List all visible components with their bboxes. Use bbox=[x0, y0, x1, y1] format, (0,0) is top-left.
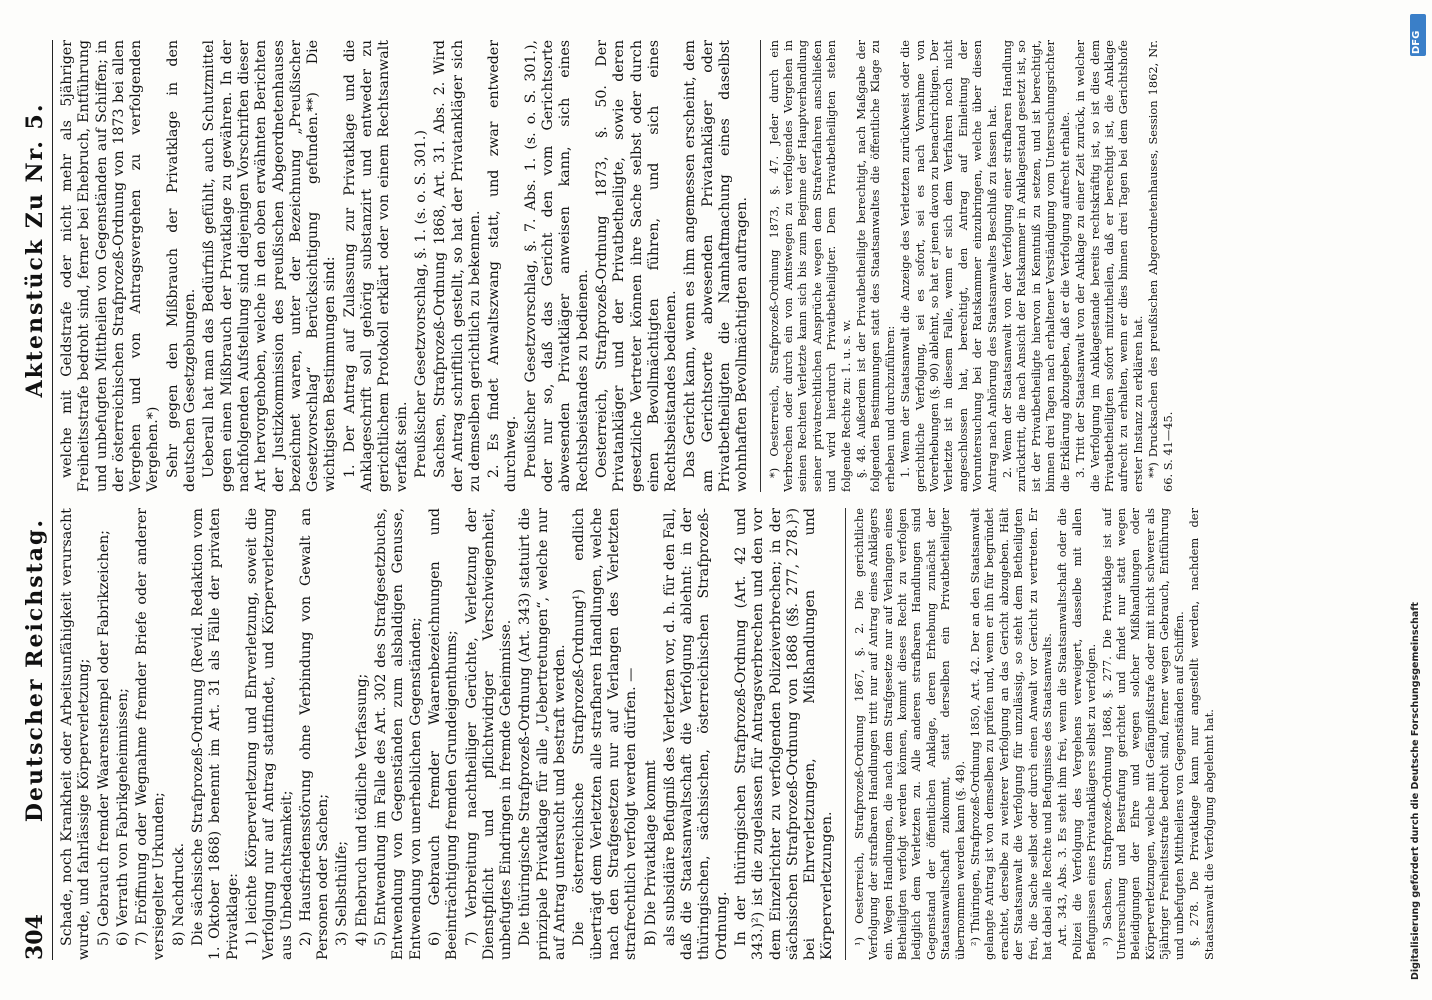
left-footnote: ¹) Oesterreich, Strafprozeß-Ordnung 1867, §. 2. Die gerichtliche Verfolgung der strafbaren Handlungen tritt nur auf Antrag eines Anklägers ein. Wegen Handlungen, die nach dem Strafgesetze nur auf Verlangen eines Betheiligten verfolgt werden können, kommt dieses Recht zu verfolgen lediglich dem Verletzten zu. Alle anderen strafbaren Handlungen sind Gegenstand der öffentlichen Anklage, deren Erhebung zunächst der Staatsanwaltschaft zukommt, statt derselben ein Privatbetheiligter übernommen werden kann (§. 48). bbox=[851, 508, 967, 960]
right-footnote-rule bbox=[760, 40, 761, 492]
running-head bbox=[22, 40, 53, 960]
left-paragraph: 1) leichte Körperverletzung und Ehrverletzung, soweit die Verfolgung nur auf Antrag stattfindet, und Körperverletzung aus Unbedachtsamkeit; bbox=[243, 508, 295, 960]
right-footnote: **) Drucksachen des preußischen Abgeordnetenhauses, Session 1862, Nr. 66. S. 41—45. bbox=[1146, 40, 1175, 492]
left-paragraph: B) Die Privatklage kommt bbox=[642, 760, 659, 946]
left-paragraph: Die österreichische Strafprozeß-Ordnung¹) endlich überträgt dem Verletzten alle strafbaren Handlungen, welche nach den Strafgesetzen nur auf Verlangen des Verletzten strafrechtlich verfolgt werden dürfen. — bbox=[571, 508, 640, 960]
left-paragraph: 2) Hausfriedensstörung ohne Verbindung von Gewalt an Personen oder Sachen; bbox=[297, 508, 332, 960]
dfg-logo bbox=[1410, 14, 1426, 56]
left-column bbox=[59, 508, 1319, 960]
left-running-title: Deutscher Reichstag. bbox=[22, 517, 48, 823]
right-paragraph: Sehr gegen den Mißbrauch der Privatklage in den deutschen Gesetzgebungen. bbox=[164, 40, 199, 492]
right-paragraph: 2. Es findet Anwaltszwang statt, und zwar entweder durchweg. bbox=[486, 40, 520, 492]
right-footnote: 1. Wenn der Staatsanwalt die Anzeige des Verletzten zurückweist oder die gerichtliche Verfolgung, sei es sofort, sei es nach Vornahme von Vorerhebungen (§. 90) ablehnt, so hat er jenen davon zu benachrichtigen. Der Verletzte ist in diesem Falle, wenn er sich dem Verfahren noch nicht angeschlossen hat, berechtigt, den Antrag auf Einleitung der Voruntersuchung bei der Ratskammer einzubringen, welche über diesen Antrag nach Anhörung des Staatsanwaltes Beschluß zu fassen hat. bbox=[898, 40, 999, 492]
dfg-logo-text: DFG bbox=[1411, 30, 1422, 54]
right-paragraph: Preußischer Gesetzvorschlag, §. 7. Abs. 1. (s. o. S. 301.), oder nur so, daß das Gericht den vom Gerichtsorte abwesenden Privatkläger anweisen kann, sich eines Rechtsbeistandes zu bedienen. bbox=[522, 40, 591, 492]
right-paragraph: 1. Der Antrag auf Zulassung zur Privatklage und die Anklageschrift soll gehörig substanzirt und entweder zu gerichtlichem Protokoll erklärt oder von einem Rechtsanwalt verfaßt sein. bbox=[341, 40, 410, 492]
left-footnote-rule bbox=[845, 508, 846, 960]
text-columns bbox=[59, 40, 1319, 960]
digitization-credit bbox=[1410, 20, 1426, 980]
left-paragraph: 5) Gebrauch fremder Waarenstempel oder Fabrikzeichen; bbox=[95, 530, 112, 946]
right-footnotes bbox=[767, 40, 1175, 492]
left-paragraph: 8) Nachdruck. bbox=[170, 842, 187, 946]
right-paragraph: Ueberall hat man das Bedürfniß gefühlt, auch Schutzmittel gegen einen Mißbrauch der Privatklage zu gewähren. In der nachfolgenden Aufstellung sind diejenigen Vorschriften dieser Art hervorgehoben, welche in den oben erwähnten Berichten der Justizkommission des preußischen Abgeordnetenhauses bezeichnet waren, unter der Bezeichnung „Preußischer Gesetzvorschlag“ Berücksichtigung gefunden.**) Die wichtigsten Bestimmungen sind: bbox=[201, 40, 339, 492]
right-paragraph: Sachsen, Strafprozeß-Ordnung 1868, Art. 31. Abs. 2. Wird der Antrag schriftlich gestellt, so hat der Privatankläger sich zu demselben gerichtlich zu bekennen. bbox=[432, 40, 483, 492]
right-column bbox=[59, 40, 1319, 492]
left-footnote: ²) Thüringen, Strafprozeß-Ordnung 1850, Art. 42. Der an den Staatsanwalt gelangte Antrag ist von demselben zu prüfen und, wenn er ihn für begründet erachtet, derselbe zu weiterer Verfolgung an das Gericht abzugeben. Hält der Staatsanwalt die Verfolgung für unzulässig, so steht dem Betheiligten frei, die Sache selbst oder durch einen Anwalt vor Gericht zu vertreten. Er hat dabei alle Rechte und Befugnisse des Staatsanwalts. bbox=[968, 508, 1055, 960]
left-footnote: ³) Sachsen, Strafprozeß-Ordnung 1868, §. 277. Die Privatklage ist auf Untersuchung und Bestrafung gerichtet und findet nur statt wegen Beleidigungen der Ehre und wegen solcher Mißhandlungen oder Körperverletzungen, welche mit Gefängnißstrafe oder mit nicht schwerer als 5jähriger Freiheitsstrafe bedroht sind, ferner wegen Gebrauch, Entführung und unbefugten Mittheilens von Gegenständen auf Schiffen. bbox=[1099, 508, 1186, 960]
left-footnote: Art. 343, Abs. 3. Es steht ihm frei, wenn die Staatsanwaltschaft oder die Polizei die Verfolgung des Vergehens verweigert, dasselbe mit allen Befugnissen eines Privatanklägers selbst zu verfolgen. bbox=[1055, 508, 1099, 960]
right-paragraph: welche mit Geldstrafe oder nicht mehr als 5jähriger Freiheitsstrafe bedroht sind, ferner bei Ehebruch, Entführung und unbefugten Mittheilen von Gegenständen auf Schiffen; in der österreichischen Strafprozeß-Ordnung von 1873 bei allen Vergehen und von Antragsvergehen zu verfolgenden Vergehen.*) bbox=[59, 40, 162, 492]
right-paragraph: Oesterreich, Strafprozeß-Ordnung 1873, §. 50. Der Privatankläger und der Privatbetheiligte, sowie deren gesetzliche Vertreter können ihre Sache selbst oder durch einen Bevollmächtigten führen, und sich eines Rechtsbeistandes bedienen. bbox=[593, 40, 680, 492]
right-footnote: 2. Wenn der Staatsanwalt von der Verfolgung einer strafbaren Handlung zurücktritt, die nach Ansicht der Ratskammer in Anklagestand gesetzt ist, so ist der Privatbetheiligte hiervon in Kenntniß zu setzen, und ist berechtigt, binnen drei Tagen nach erhaltener Verständigung vom Untersuchungsrichter die Erklärung abzugeben, daß er die Verfolgung aufrecht erhalte. bbox=[1000, 40, 1072, 492]
left-paragraph: als subsidiäre Befugniß des Verletzten vor, d. h. für den Fall, daß die Staatsanwaltschaft die Verfolgung ablehnt: in der thüringischen, sächsischen, österreichischen Strafprozeß-Ordnung. bbox=[661, 508, 730, 960]
left-footnote: §. 278. Die Privatklage kann nur angestellt werden, nachdem der Staatsanwalt die Verfolgung abgelehnt hat. bbox=[1187, 508, 1216, 960]
right-paragraph: Preußischer Gesetzvorschlag, §. 1. (s. o. S. 301.) bbox=[412, 130, 429, 478]
left-paragraph: Die sächsische Strafprozeß-Ordnung (Revid. Redaktion vom 1. Oktober 1868) benennt im Art. 31 als Fälle der privaten Privatklage: bbox=[190, 508, 241, 960]
left-paragraph: 7) Eröffnung oder Wegnahme fremder Briefe oder anderer versiegelter Urkunden; bbox=[134, 508, 168, 960]
left-paragraph: 3) Selbsthülfe; bbox=[334, 840, 351, 946]
right-footnote: §. 48. Außerdem ist der Privatbetheiligte berechtigt, nach Maßgabe der folgenden Bestimmungen statt des Staatsanwaltes die öffentliche Klage zu erheben und durchzuführen: bbox=[854, 40, 897, 492]
right-running-title: Aktenstück Zu Nr. 5. bbox=[22, 102, 48, 398]
left-paragraph: 5) Entwendung im Falle des Art. 302 des Strafgesetzbuchs, Entwendung von Gegenständen zum alsbaldigen Genusse, Entwendung von unerheblichen Gegenständen; bbox=[373, 508, 424, 960]
page-number: 304 bbox=[22, 914, 48, 960]
left-paragraph: 4) Ehebruch und tödliche Verfassung; bbox=[353, 673, 370, 946]
left-paragraph: 6) Gebrauch fremder Waarenbezeichnungen und Beeinträchtigung fremden Grundeigenthums; bbox=[426, 508, 461, 960]
left-paragraph: 6) Verrath von Fabrikgeheimnissen; bbox=[114, 688, 131, 946]
left-paragraph: Schade, noch Krankheit oder Arbeitsunfähigkeit verursacht wurde, und fahrlässige Körperverletzung; bbox=[59, 508, 93, 960]
left-paragraph: In der thüringischen Strafprozeß-Ordnung (Art. 42 und 343.)²) ist die zugelassen für Antragsverbrechen und den vor dem Einzelrichter zu verfolgenden Polizeiverbrechen; in der sächsischen Strafprozeß-Ordnung von 1868 (§§. 277, 278.)³) bei Ehrverletzungen, Mißhandlungen und Körperverletzungen. bbox=[732, 508, 836, 960]
right-paragraph: Das Gericht kann, wenn es ihm angemessen erscheint, dem am Gerichtsorte abwesenden Privatankläger oder Privatbetheiligten die Namhaftmachung eines daselbst wohnhaften Bevollmächtigten auftragen. bbox=[682, 40, 751, 492]
left-paragraph: 7) Verbreitung nachtheiliger Gerüchte, Verletzung der Dienstpflicht und pflichtwidriger Verschwiegenheit, unbefugtes Eindringen in fremde Geheimnisse. bbox=[463, 508, 515, 960]
left-footnotes bbox=[852, 508, 1216, 960]
left-paragraph: Die thüringische Strafprozeß-Ordnung (Art. 343) statuirt die prinzipale Privatklage für alle „Uebertretungen“, welche nur auf Antrag untersucht und bestraft werden. bbox=[517, 508, 569, 960]
right-footnote: *) Oesterreich, Strafprozeß-Ordnung 1873, §. 47. Jeder durch ein Verbrechen oder durch ein von Amtswegen zu verfolgendes Vergehen in seinen Rechten Verletzte kann sich bis zum Beginne der Hauptverhandlung seiner privatrechtlichen Ansprüche wegen dem Strafverfahren anschließen und wird hierdurch Privatbetheiligter. Dem Privatbetheiligten stehen folgende Rechte zu: 1. u. s. w. bbox=[766, 40, 853, 492]
right-footnote: 3. Tritt der Staatsanwalt von der Anklage zu einer Zeit zurück, in welcher die Verfolgung im Anklagestande bereits rechtskräftig ist, so ist dies dem Privatbetheiligten sofort mitzutheilen, daß er berechtigt ist, die Anklage aufrecht zu erhalten, wenn er dies binnen drei Tagen bei dem Gerichtshofe erster Instanz zu erklären hat. bbox=[1073, 40, 1145, 492]
digitization-credit-text: Digitalisierung gefördert durch die Deutsche Forschungsgemeinschaft bbox=[1410, 602, 1421, 980]
